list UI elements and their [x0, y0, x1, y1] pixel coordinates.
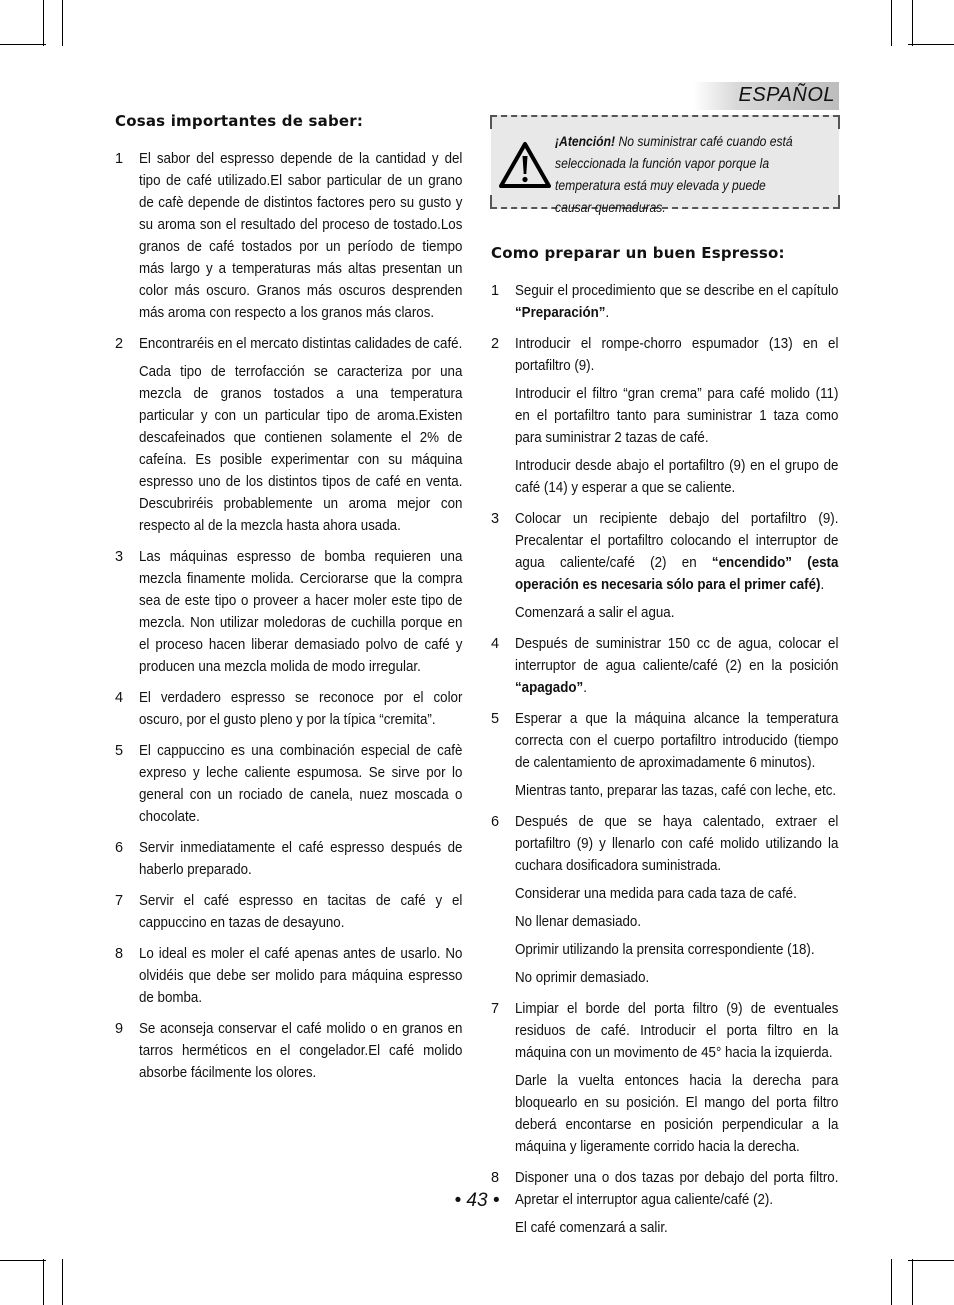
item-number: 6 [491, 814, 500, 830]
list-item [491, 811, 839, 989]
item-paragraph [515, 883, 838, 905]
text-run: Después de suministrar 150 cc de agua, colocar el interruptor de agua caliente/café (2) en la posición [515, 636, 839, 674]
item-paragraph [515, 383, 838, 449]
item-paragraph [515, 998, 838, 1064]
list-item [115, 837, 463, 881]
list-item [491, 633, 839, 699]
text-run: El café comenzará a salir. [515, 1220, 668, 1236]
item-body [515, 280, 839, 324]
warning-title: ¡Atención! [555, 134, 616, 149]
language-label: ESPAÑOL [738, 84, 835, 106]
list-item [491, 333, 839, 499]
item-paragraph: Las máquinas espresso de bomba requieren una mezcla finamente molida. Cerciorarse que la compra sea de este tipo o proveer a hacer moler este tipo de mezcla. Non utilizar moledoras de cuchilla porque en el proceso hacen liberar demasiado polvo de café y producen una mezcla molida de modo irregular. [139, 549, 463, 675]
list-item [491, 998, 839, 1158]
text-run: Comenzará a salir el agua. [515, 605, 675, 621]
text-run: Colocar un recipiente debajo del portafiltro (9). Precalentar el portafiltro colocando el interruptor de agua caliente/café (2) en [515, 511, 839, 571]
item-body [515, 508, 839, 624]
list-item [115, 687, 463, 731]
text-run: . [583, 680, 587, 696]
item-number: 7 [115, 893, 124, 909]
text-run: . [605, 305, 610, 321]
item-body [515, 998, 839, 1158]
warning-box [491, 115, 839, 215]
item-number: 3 [115, 549, 124, 565]
right-column [491, 244, 839, 1248]
text-run: Seguir el procedimiento que se describe en el capítulo [515, 283, 839, 299]
page-number: • 43 • [454, 1190, 500, 1211]
item-number: 8 [491, 1170, 500, 1186]
list-item [115, 890, 463, 934]
item-body [515, 633, 839, 699]
list-item [115, 740, 463, 828]
item-body [139, 1018, 463, 1084]
warning-text [555, 131, 800, 219]
item-paragraph: Cada tipo de terrofacción se caracteriza por una mezcla de granos tostados a una temperatura particular y con un particular tipo de aroma.Existen descafeinados que contienen solamente el 2% de cafeína. Es posible experimentar con su máquina espresso uno de los distintos tipos de café en venta. Descubriréis probablemente un aroma mejor con respecto al de la mezcla hasta ahora usada. [139, 364, 463, 534]
item-number: 4 [491, 636, 500, 652]
item-paragraph: Lo ideal es moler el café apenas antes de usarlo. No olvidéis que debe ser molido para máquina espresso de bomba. [139, 946, 463, 1006]
item-paragraph [515, 455, 838, 499]
item-number: 7 [491, 1001, 500, 1017]
item-paragraph [515, 280, 838, 324]
list-item [491, 280, 839, 324]
left-heading: Cosas importantes de saber: [115, 112, 364, 130]
item-paragraph [515, 911, 838, 933]
item-number: 1 [491, 283, 500, 299]
item-paragraph: Servir inmediatamente el café espresso después de haberlo preparado. [139, 840, 463, 878]
text-run: Esperar a que la máquina alcance la temperatura correcta con el cuerpo portafiltro introducido (tiempo de calentamiento de aproximadamente 6 minutos). [515, 711, 839, 771]
list-item [115, 1018, 463, 1084]
text-run: Considerar una medida para cada taza de café. [515, 886, 797, 902]
list-item [491, 508, 839, 624]
item-number: 1 [115, 151, 124, 167]
steps-list [491, 280, 839, 1239]
item-paragraph [515, 939, 838, 961]
item-number: 3 [491, 511, 500, 527]
item-number: 2 [115, 336, 124, 352]
item-number: 5 [491, 711, 500, 727]
text-run: Disponer una o dos tazas por debajo del porta filtro. Apretar el interruptor agua caliente/café (2). [515, 1170, 839, 1208]
item-body [515, 333, 839, 499]
warning-triangle-icon [499, 141, 551, 189]
language-tab [693, 82, 839, 110]
tips-list [115, 148, 463, 1084]
item-paragraph: Se aconseja conservar el café molido o en granos en tarros herméticos en el congelador.El café molido absorbe fácilmente los olores. [139, 1021, 463, 1081]
bold-text: “apagado” [515, 680, 584, 696]
item-paragraph [515, 708, 838, 774]
text-run: Darle la vuelta entonces hacia la derecha para bloquearlo en su posición. El mango del porta filtro deberá encontarse en posición perpendicular a la máquina y ligeramente corrido hacia la derecha. [515, 1073, 839, 1155]
text-run: Introducir desde abajo el portafiltro (9) en el grupo de café (14) y esperar a que se caliente. [515, 458, 839, 496]
text-run: No llenar demasiado. [515, 914, 642, 930]
right-heading: Como preparar un buen Espresso: [491, 244, 785, 262]
text-run: Limpiar el borde del porta filtro (9) de eventuales residuos de café. Introducir el porta filtro en la máquina con un movimento de 45° hacia la izquierda. [515, 1001, 839, 1061]
item-body [515, 811, 839, 989]
text-run: Oprimir utilizando la prensita correspondiente (18). [515, 942, 815, 958]
item-paragraph [515, 811, 838, 877]
item-body [139, 546, 463, 678]
item-body [139, 148, 463, 324]
text-run: No oprimir demasiado. [515, 970, 650, 986]
text-run: Introducir el filtro “gran crema” para café molido (11) en el portafiltro tanto para suministrar 1 taza como para suministrar 2 tazas de café. [515, 386, 839, 446]
item-number: 2 [491, 336, 500, 352]
item-number: 5 [115, 743, 124, 759]
item-paragraph [515, 633, 838, 699]
list-item [115, 333, 463, 537]
item-paragraph: El verdadero espresso se reconoce por el color oscuro, por el gusto pleno y por la típica “cremita”. [139, 690, 463, 728]
item-paragraph [515, 780, 838, 802]
item-body [515, 708, 839, 802]
item-paragraph: El sabor del espresso depende de la cantidad y del tipo de café utilizado.El sabor particular de un grano de cafè depende de distintos factores pero su gusto y su aroma son el resultado del proceso de tostado.Los granos de café tostados por un período de tiempo más largo y a temperaturas más altas presentan un color más oscuro. Granos más oscuros desprenden más aroma con respecto a los granos más claros. [139, 151, 463, 321]
bold-text: “Preparación” [515, 305, 606, 321]
item-number: 6 [115, 840, 124, 856]
item-paragraph [515, 508, 838, 596]
item-paragraph [515, 1070, 838, 1158]
item-body [139, 333, 463, 537]
item-body [139, 687, 463, 731]
item-number: 9 [115, 1021, 124, 1037]
text-run: Mientras tanto, preparar las tazas, café con leche, etc. [515, 783, 837, 799]
list-item [115, 943, 463, 1009]
item-paragraph [515, 1217, 838, 1239]
item-body [139, 740, 463, 828]
item-paragraph: Encontraréis en el mercato distintas calidades de café. [139, 336, 463, 352]
item-paragraph [515, 602, 838, 624]
item-body [139, 837, 463, 881]
bold-text: “encendido” (esta operación es necesaria sólo para el primer café) [515, 555, 839, 593]
item-paragraph [515, 967, 838, 989]
list-item [115, 546, 463, 678]
text-run: Introducir el rompe-chorro espumador (13) en el portafiltro (9). [515, 336, 839, 374]
item-paragraph: El cappuccino es una combinación especial de cafè expreso y leche caliente espumosa. Se sirve por lo general con un rociado de canela, nuez moscada o chocolate. [139, 743, 463, 825]
list-item [115, 148, 463, 324]
text-run: . [820, 577, 825, 593]
warning-message: No suministrar café cuando está seleccionada la función vapor porque la temperatura está muy elevada y puede causar quemaduras. [555, 134, 793, 215]
left-column [115, 112, 463, 1093]
item-paragraph: Servir el café espresso en tacitas de café y el cappuccino en tazas de desayuno. [139, 893, 463, 931]
item-number: 8 [115, 946, 124, 962]
item-body [139, 943, 463, 1009]
list-item [491, 708, 839, 802]
item-body [139, 890, 463, 934]
item-number: 4 [115, 690, 124, 706]
item-paragraph [515, 333, 838, 377]
text-run: Después de que se haya calentado, extraer el portafiltro (9) y llenarlo con café molido utilizando la cuchara dosificadora suministrada. [515, 814, 839, 874]
